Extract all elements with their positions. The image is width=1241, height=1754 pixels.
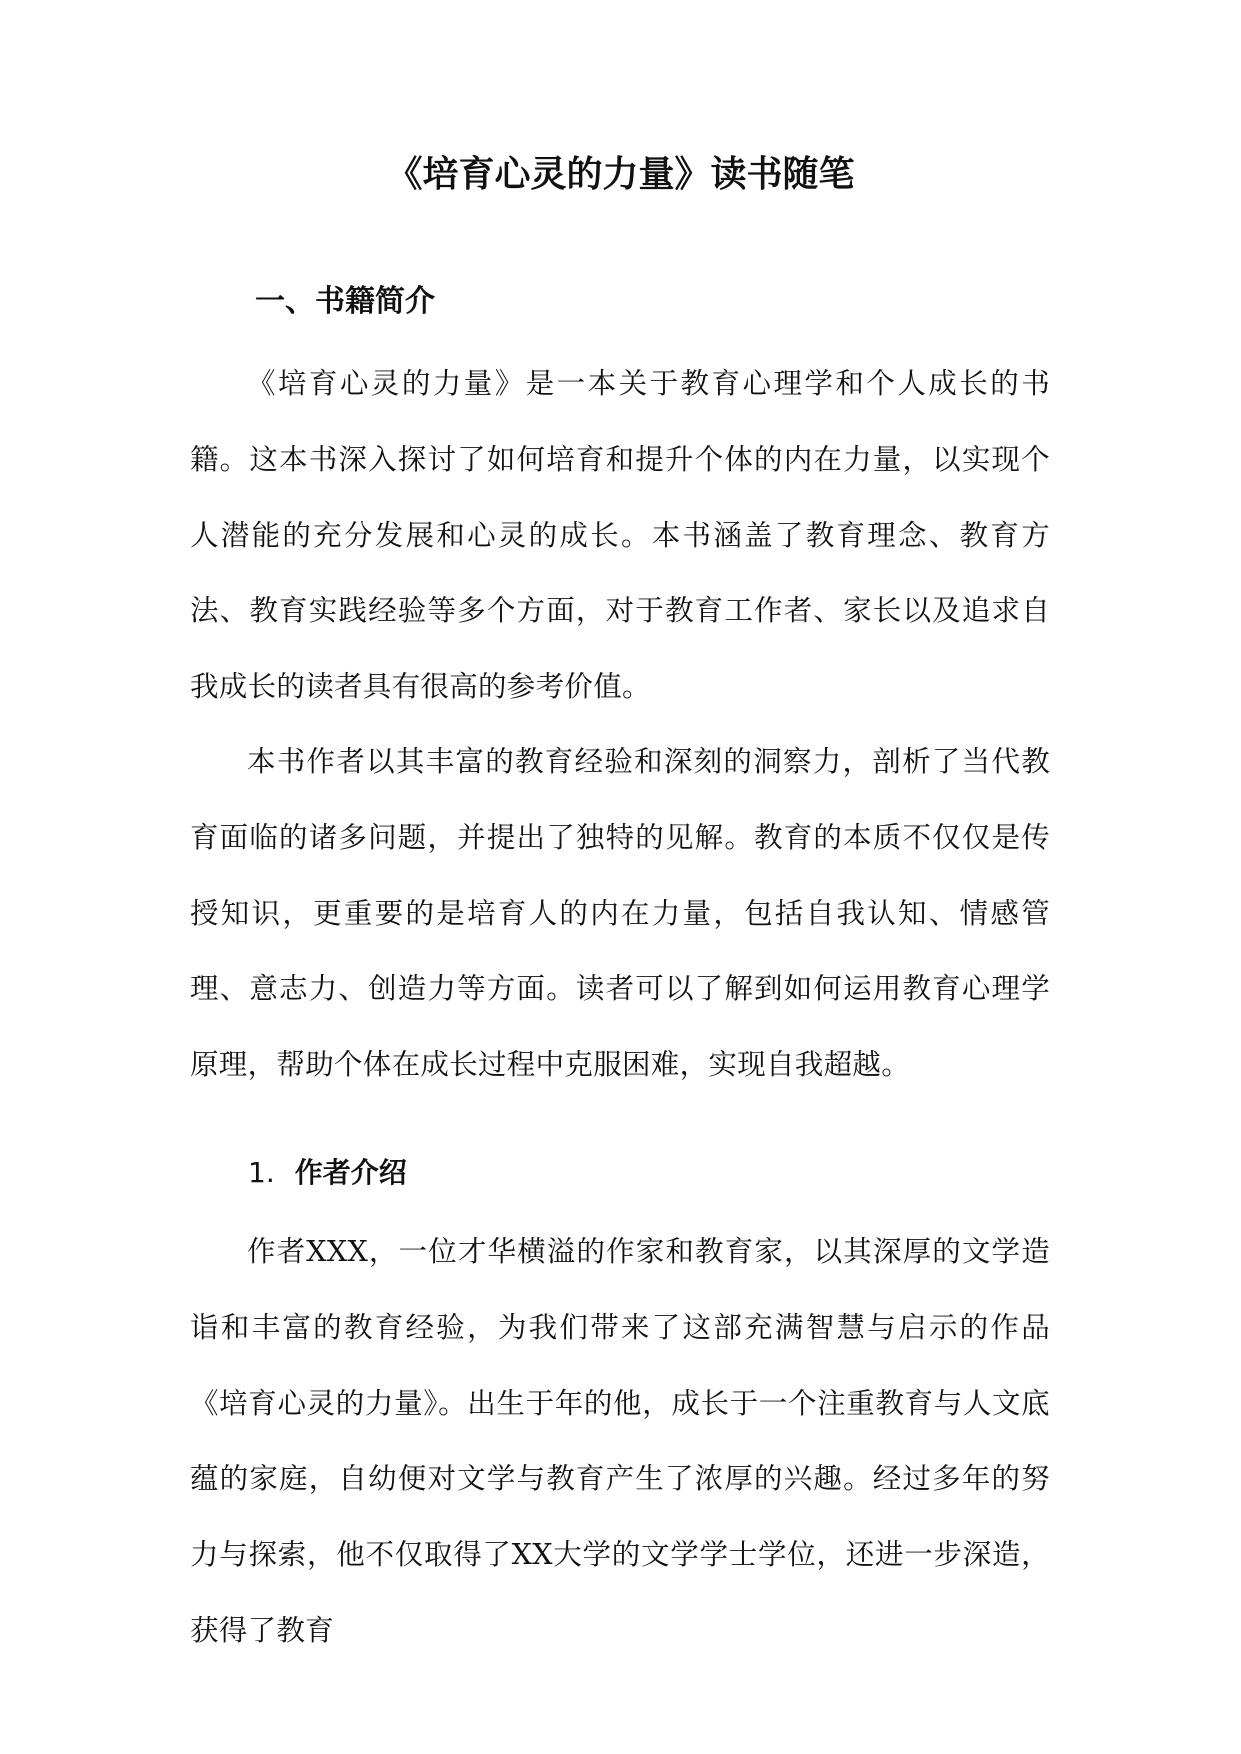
- subsection-heading-author: [248, 1150, 407, 1196]
- paragraph-author-bio: 作者XXX，一位才华横溢的作家和教育家，以其深厚的文学造诣和丰富的教育经验，为我们带来了这部充满智慧与启示的作品《培育心灵的力量》。出生于年的他，成长于一个注重教育与人文底蕴的家庭，自幼便对文学与教育产生了浓厚的兴趣。经过多年的努力与探索，他不仅取得了XX大学的文学学士学位，还进一步深造，获得了教育: [190, 1235, 1050, 1647]
- paragraph-book-overview: 《培育心灵的力量》是一本关于教育心理学和个人成长的书籍。这本书深入探讨了如何培育和提升个体的内在力量，以实现个人潜能的充分发展和心灵的成长。本书涵盖了教育理念、教育方法、教育实践经验等多个方面，对于教育工作者、家长以及追求自我成长的读者具有很高的参考价值。: [190, 367, 1050, 704]
- document-title: 《培育心灵的力量》读书随笔: [386, 154, 855, 195]
- subsection-heading-text: 作者介绍: [294, 1156, 407, 1189]
- section-heading-book-intro: 一、书籍简介: [255, 284, 435, 319]
- subsection-number: 1.: [248, 1156, 275, 1189]
- paragraph-author-insight: 本书作者以其丰富的教育经验和深刻的洞察力，剖析了当代教育面临的诸多问题，并提出了独特的见解。教育的本质不仅仅是传授知识，更重要的是培育人的内在力量，包括自我认知、情感管理、意志力、创造力等方面。读者可以了解到如何运用教育心理学原理，帮助个体在成长过程中克服困难，实现自我超越。: [190, 745, 1050, 1082]
